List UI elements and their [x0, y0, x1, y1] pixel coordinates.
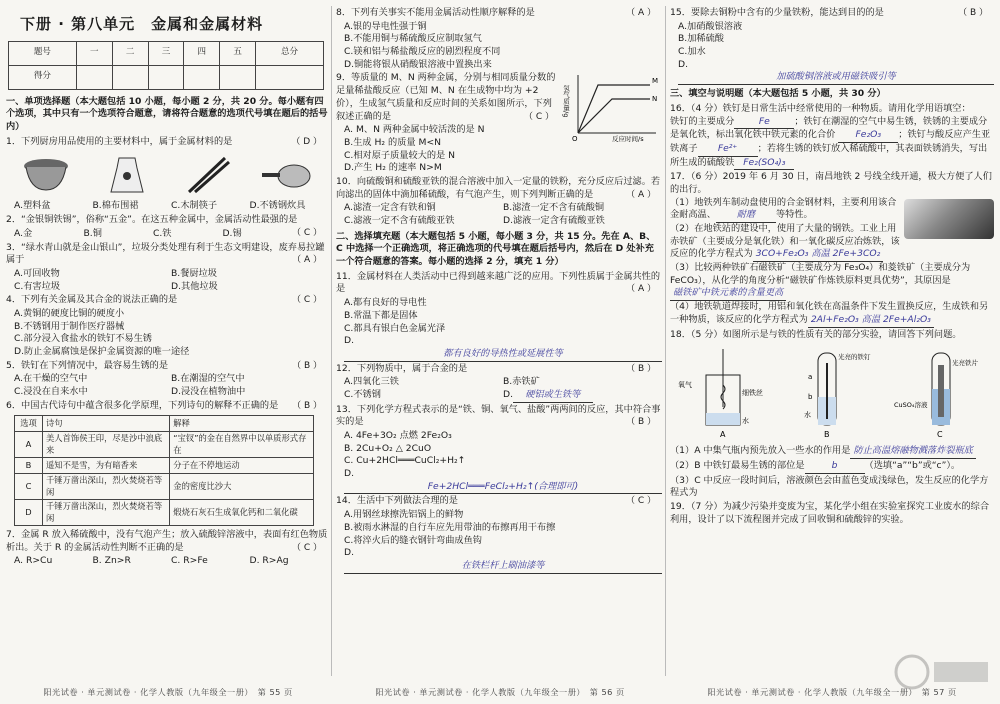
- question-19: 19．（7 分）为减少污染并变废为宝，某化学小组在实验室探究工业废水的综合利用，设计了以下流程图并完成了回收铜和硫酸锌的实验。: [670, 500, 990, 525]
- svg-text:a: a: [808, 373, 813, 382]
- question-14: 14．生活中下列做法合理的是 （ C ）: [336, 495, 656, 507]
- question-7: 7．金属 R 放入稀硫酸中，没有气泡产生；放入硫酸锌溶液中，表面有红色物质析出。关于 R 的金属活动性判断不正确的是 （ C ）: [6, 529, 328, 553]
- column-divider: [331, 6, 332, 676]
- question-18: 18．（5 分）如图所示是与铁的性质有关的部分实验，请回答下列问题。: [670, 328, 962, 340]
- question-1-options: A.塑料盆 B.棉布围裙 C.木制筷子 D.不锈钢炊具: [14, 200, 306, 212]
- chopsticks-icon: [179, 154, 235, 194]
- column-right: 15．要除去铜粉中含有的少量铁粉，能达到目的的是 （ B ） A.加硝酸银溶液 B.加稀硫酸 C.加水 D.加硫酸铜溶液或用磁铁吸引等 三、填空与说明题（本大题包括 5 小题，共 30 分） 16．（4 分）铁钉是日常生活中经常使用的一种物质。请用化学用语填空： 铁钉的主要成分 Fe ；铁钉在潮湿的空气中易生锈，铁锈的主要成分是氧化铁，标出氧化铁中铁元素的化合价 Fe₂O₃ ；铁钉与酸反应产生亚铁离子 Fe²⁺ ；若将生锈的铁钉放入稀硫酸中，其表面铁锈消失，写出所生成的硫酸铁 Fe₂(SO₄)₃ 17．（6 分）2019 年 6 月 30 日，南昌地铁 2 号线全线开通，极大方便了人们的出行。 （1）地铁列车制动盘使用的合金钢材料，主要利用该合金耐高温、 耐磨 等特性。 （2）在地铁站的建设中，使用了大量的钢铁。工业上用赤铁矿（主要成分是氧化铁）和一氧化碳反应冶炼铁，该反应的化学方程式为 3CO+Fe₂O₃ 高温 2Fe+3CO₂ （3）比较两种铁矿石磁铁矿（主要成分为 Fe₃O₄）和菱铁矿（主要成分为 FeCO₃），从化学的角度分析“磁铁矿作炼铁原料更具优势”，其原因是磁铁矿中铁元素的含量更高 （4）地铁轨道焊接时，用铝和氧化铁在高温条件下发生置换反应，生成铁和另一种物质，该反应的化学方程式为 2Al+Fe₂O₃ 高温 2Fe+Al₂O₃ 18．（5 分）如图所示是与铁的性质有关的部分实验，请回答下列问题。 氧气 细铁丝 水 A 光亮的铁钉 a b 水 B 光亮铁片 CuSO₄溶液 C （1）A 中集气瓶内预先放入一些水的作用是 防止高温熔融物溅落炸裂瓶底 （2）B 中铁钉最易生锈的部位是 b （选填“a”“b”或“c”）。 （3）C 中反应一段时间后，溶液颜色会由蓝色变成浅绿色，发生反应的化学方程式为 19．（7 分）为减少污染并变废为宝，某化学小组在实验室探究工业废水的综合利用，设计了以下流程图并完成了回收铜和硫酸锌的实验。: [670, 6, 994, 676]
- answer-fill: 硬铝或生铁等: [513, 389, 593, 403]
- answer-fill: 在铁栏杆上刷油漆等: [344, 560, 662, 574]
- experiment-apparatus: [670, 345, 994, 441]
- steel-pot-icon: [260, 154, 316, 194]
- answer-fill: b: [805, 460, 865, 474]
- svg-text:光亮的铁钉: 光亮的铁钉: [838, 353, 871, 362]
- answer-fill: 耐磨: [716, 209, 776, 223]
- graph-xlabel: 反应时间/s: [612, 135, 644, 144]
- answer-fill: Fe: [734, 116, 794, 130]
- question-2: 2．“金银铜铁锡”，俗称“五金”。在这五种金属中，金属活动性最强的是 （ C ）: [6, 214, 322, 238]
- page-footer: 阳光试卷 · 单元测试卷 · 化学人教版（九年级全一册） 第 55 页: [43, 686, 293, 697]
- graph-ylabel: 氢气质量/g: [562, 85, 570, 118]
- svg-text:B: B: [824, 430, 830, 440]
- poem-table: 选项 诗句 解释 A 美人首饰侯王印，尽是沙中浪底来 “宝钗”的金在自然界中以单质形式存在 B 遥知不是雪，为有暗香来 分子在不停地运动 C 千锤万凿出深山，烈火焚烧若等闲 金的密度比沙大 D 千锤万凿出深山，烈火焚烧若等闲 煅烧石灰石生成氧化钙和二氧化碳: [14, 415, 314, 526]
- answer-fill: Fe²⁺: [698, 143, 758, 157]
- svg-text:C: C: [937, 430, 943, 440]
- svg-text:细铁丝: 细铁丝: [742, 389, 763, 398]
- question-8: 8．下列有关事实不能用金属活动性顺序解释的是 （ A ）: [336, 7, 656, 18]
- answer-fill: 2Al+Fe₂O₃ 高温 2Fe+Al₂O₃: [808, 314, 934, 328]
- graph-origin: O: [572, 135, 578, 144]
- column-divider: [665, 6, 666, 676]
- svg-text:b: b: [808, 393, 813, 402]
- svg-text:水: 水: [804, 411, 811, 420]
- section-heading: 一、单项选择题（本大题包括 10 小题，每小题 2 分，共 20 分。每小题有四个选项，其中只有一个选项符合题意，请将符合题意的选项代号填在题后的括号内）: [6, 95, 328, 133]
- subway-train-image: [904, 199, 994, 239]
- question-3: 3．“绿水青山就是金山银山”，垃圾分类处理有利于生态文明建设，废弃易拉罐属于 （ A ）: [6, 241, 325, 266]
- answer-fill: 都有良好的导热性或延展性等: [344, 348, 662, 362]
- answer-fill: 加硫酸铜溶液或用磁铁吸引等: [678, 71, 994, 85]
- page-title: 下册 · 第八单元 金属和金属材料: [20, 15, 264, 33]
- apron-icon: [99, 154, 155, 194]
- svg-text:光亮铁片: 光亮铁片: [952, 359, 978, 368]
- question-1: 1．下列厨房用品使用的主要材料中，属于金属材料的是 （ D ）: [6, 135, 322, 147]
- answer-fill: 防止高温熔融物溅落炸裂瓶底: [850, 445, 975, 459]
- question-4: 4．下列有关金属及其合金的说法正确的是 （ C ）: [6, 294, 322, 306]
- svg-text:氧气: 氧气: [678, 381, 692, 390]
- question-6: 6．中国古代诗句中蕴含很多化学原理，下列诗句的解释不正确的是 （ B ）: [6, 399, 322, 411]
- answer-fill: Fe₂(SO₄)₃: [734, 157, 794, 171]
- answer-fill: Fe₂O₃: [838, 129, 898, 143]
- question-13: 13．下列化学方程式表示的是“铁、铜、氧气、盐酸”两两间的反应，其中符合事实的是 （ B ）: [336, 403, 661, 428]
- section-heading: 三、填空与说明题（本大题包括 5 小题，共 30 分）: [670, 88, 886, 100]
- question-9: 9．等质量的 M、N 两种金属，分别与相同质量分数的足量稀盐酸反应（已知 M、N 在生成物中均为 +2 价），生成氢气质量和反应时间的关系如图所示，下列叙述正确的是 （ C ）: [336, 72, 556, 122]
- apparatus-c: [892, 345, 988, 441]
- svg-text:CuSO₄溶液: CuSO₄溶液: [894, 401, 928, 410]
- answer-fill: 磁铁矿中铁元素的含量更高: [670, 287, 786, 301]
- page-footer: 阳光试卷 · 单元测试卷 · 化学人教版（九年级全一册） 第 57 页: [707, 686, 957, 697]
- hydrogen-mass-graph: [564, 71, 660, 143]
- column-left: 下册 · 第八单元 金属和金属材料 题号 一 二 三 四 五 总分 得分 一、单项选择题（本大题包括 10 小题，每小题 2 分，共 20 分。每小题有四个选项，其中只有一个选项符合题意，请将符合题意的选项代号填在题后的括号内） 1．下列厨房用品使用的主要材料中，属于金属材料的是 （ D ） A.塑料盆 B.棉布围裙 C.木制筷子 D.不锈钢炊具 2．“金银铜铁锡”，俗称“五金”。在这五种金属中，金属活动性最强的是 （ C ） A.金 B.铜 C.铁 D.锡 3．“绿水青山就是金山银山”，垃圾分类处理有利于生态文明建设，废弃易拉罐属于 （ A ） A.可回收物 B.餐厨垃圾 C.有害垃圾 D.其他垃圾 4．下列有关金属及其合金的说法正确的是 （ C ） A.黄铜的硬度比铜的硬度小 B.不锈钢用于制作医疗器械 C.部分浸入食盐水的铁钉不易生锈 D.防止金属腐蚀是保护金属资源的唯一途径 5．铁钉在下列情况中，最容易生锈的是 （ B ） A.在干燥的空气中 B.在潮湿的空气中 C.浸没在自来水中 D.浸没在植物油中 6．中国古代诗句中蕴含很多化学原理，下列诗句的解释不正确的是 （ B ） 选项 诗句 解释 A 美人首饰侯王印，尽是沙中浪底来 “宝钗”的金在自然界中以单质形式存在 B 遥知不是雪，为有暗香来 分子在不停地运动 C 千锤万凿出深山，烈火焚烧若等闲 金的密度比沙大 D 千锤万凿出深山，烈火焚烧若等闲 煅烧石灰石生成氧化钙和二氧化碳 7．金属 R 放入稀硫酸中，没有气泡产生；放入硫酸锌溶液中，表面有红色物质析出。关于 R 的金属活动性判断不正确的是 （ C ） A. R>Cu B. Zn>R C. R>Fe D. R>Ag: [6, 15, 328, 567]
- question-1-images: [6, 151, 328, 197]
- column-middle: 8．下列有关事实不能用金属活动性顺序解释的是 （ A ） A.银的导电性强于铜 B.不能用铜与稀硫酸反应制取氢气 C.镁和铝与稀盐酸反应的剧烈程度不同 D.铜能将银从硝酸银溶液中置换出来 M N O 反应时间/s 氢气质量/g 9．等质量的 M、N 两种金属，分别与相同质量分数的足量稀盐酸反应（已知 M、N 在生成物中均为 +2 价），生成氢气质量和反应时间的关系如图所示，下列叙述正确的是 （ C ） A. M、N 两种金属中较活泼的是 N B.生成 H₂ 的质量 M<N C.相对原子质量较大的是 N D.产生 H₂ 的速率 N>M 10．向硫酸铜和硫酸亚铁的混合溶液中加入一定量的铁粉，充分反应后过滤。若向滤出的固体中滴加稀硫酸，有气泡产生，则下列判断正确的是 （ A ） A.滤渣一定含有铁和铜 B.滤渣一定不含有硫酸铜 C.滤液一定不含有硫酸亚铁 D.滤液一定含有硫酸亚铁 二、选择填充题（本大题包括 5 小题，每小题 3 分，共 15 分。先在 A、B、C 中选择一个正确选项，将正确选项的代号填在题后括号内，然后在 D 处补充一个符合题意的答案。每小题的选择 2 分，填充 1 分） 11．金属材料在人类活动中已得到越来越广泛的应用。下列性质属于金属共性的是 （ A ） A.都有良好的导电性 B.常温下都是固体 C.都具有银白色金属光泽 D.都有良好的导热性或延展性等 12．下列物质中，属于合金的是 （ B ） A.四氧化三铁 B.赤铁矿 C.不锈钢 D. 硬铝或生铁等 13．下列化学方程式表示的是“铁、铜、氧气、盐酸”两两间的反应，其中符合事实的是 （ B ） A. 4Fe+3O₂ 点燃 2Fe₂O₃ B. 2Cu+O₂ △ 2CuO C. Cu+2HCl═══CuCl₂+H₂↑ D.Fe+2HCl═══FeCl₂+H₂↑(合理即可) 14．生活中下列做法合理的是 （ C ） A.用钢丝球擦洗铝锅上的鲜物 B.被雨水淋湿的自行车应先用带油的布擦再用干布擦 C.将淬火后的缝衣钢针弯曲成鱼钩 D.在铁栏杆上刷油漆等: [336, 6, 662, 676]
- graph-label-m: M: [652, 77, 659, 86]
- question-17: 17．（6 分）2019 年 6 月 30 日，南昌地铁 2 号线全线开通，极大方便了人们的出行。 （1）地铁列车制动盘使用的合金钢材料，主要利用该合金耐高温、 耐磨 等特性。 （2）在地铁站的建设中，使用了大量的钢铁。工业上用赤铁矿（主要成分是氧化铁）和一氧化碳反应冶炼铁，该反应的化学方程式为 3CO+Fe₂O₃ 高温 2Fe+3CO₂ （3）比较两种铁矿石磁铁矿（主要成分为 Fe₃O₄）和菱铁矿（主要成分为 FeCO₃），从化学的角度分析“磁铁矿作炼铁原料更具优势”，其原因是磁铁矿中铁元素的含量更高 （4）地铁轨道焊接时，用铝和氧化铁在高温条件下发生置换反应，生成铁和另一种物质，该反应的化学方程式为 2Al+Fe₂O₃ 高温 2Fe+Al₂O₃: [670, 171, 994, 327]
- apparatus-b: [784, 345, 880, 441]
- question-5: 5．铁钉在下列情况中，最容易生锈的是 （ B ）: [6, 359, 322, 371]
- question-15: 15．要除去铜粉中含有的少量铁粉，能达到目的的是 （ B ）: [670, 7, 988, 18]
- question-12: 12．下列物质中，属于合金的是 （ B ）: [336, 362, 656, 374]
- question-16: 16．（4 分）铁钉是日常生活中经常使用的一种物质。请用化学用语填空： 铁钉的主要成分 Fe ；铁钉在潮湿的空气中易生锈，铁锈的主要成分是氧化铁，标出氧化铁中铁元素的化合价 Fe₂O₃ ；铁钉与酸反应产生亚铁离子 Fe²⁺ ；若将生锈的铁钉放入稀硫酸中，其表面铁锈消失，写出所生成的硫酸铁 Fe₂(SO₄)₃: [670, 103, 994, 170]
- section-heading: 二、选择填充题（本大题包括 5 小题，每小题 3 分，共 15 分。先在 A、B、C 中选择一个正确选项，将正确选项的代号填在题后括号内，然后在 D 处补充一个符合题意的答案。每小题的选择 2 分，填充 1 分）: [336, 230, 656, 268]
- answer-fill: 3CO+Fe₂O₃ 高温 2Fe+3CO₂: [753, 248, 884, 262]
- apparatus-a: [676, 345, 772, 441]
- graph-label-n: N: [652, 95, 658, 104]
- page-footer: 阳光试卷 · 单元测试卷 · 化学人教版（九年级全一册） 第 56 页: [375, 686, 625, 697]
- plastic-basin-icon: [18, 154, 74, 194]
- question-10: 10．向硫酸铜和硫酸亚铁的混合溶液中加入一定量的铁粉，充分反应后过滤。若向滤出的固体中滴加稀硫酸，有气泡产生，则下列判断正确的是 （ A ）: [336, 175, 661, 200]
- score-table: 题号 一 二 三 四 五 总分 得分: [8, 41, 324, 90]
- watermark-logo: [892, 650, 992, 694]
- svg-text:A: A: [720, 430, 726, 440]
- question-11: 11．金属材料在人类活动中已得到越来越广泛的应用。下列性质属于金属共性的是 （ A ）: [336, 270, 661, 295]
- answer-fill: Fe+2HCl═══FeCl₂+H₂↑(合理即可): [344, 481, 662, 495]
- svg-text:水: 水: [742, 417, 749, 426]
